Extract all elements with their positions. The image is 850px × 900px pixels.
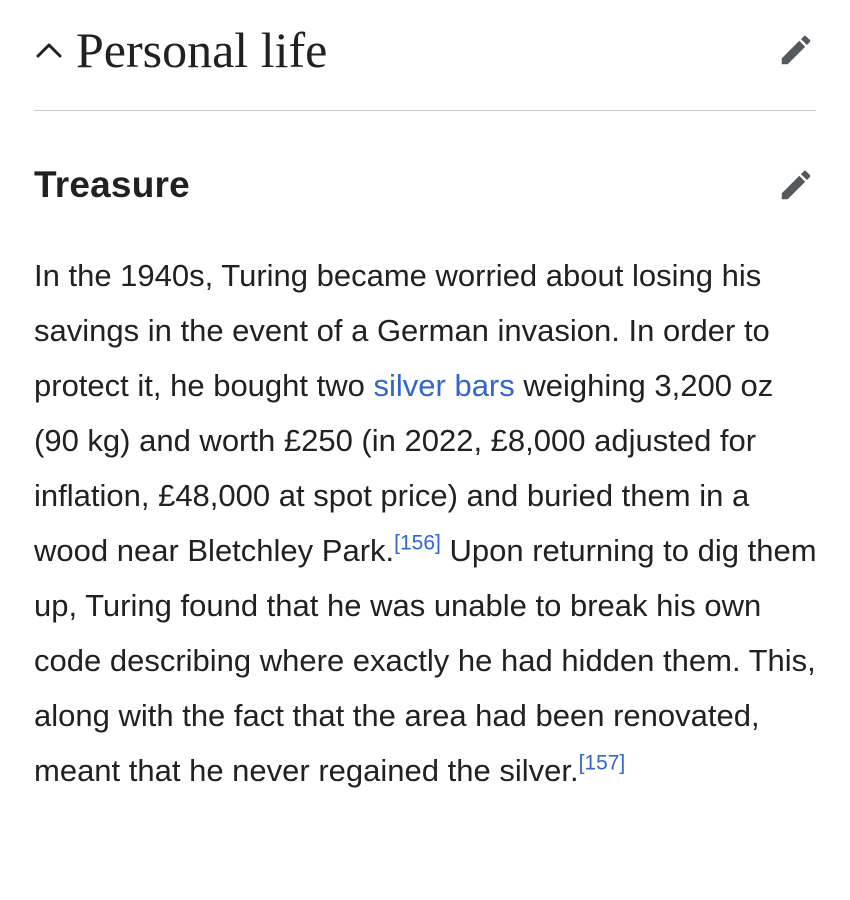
subsection-title: Treasure xyxy=(34,164,190,205)
paragraph-text: weighing 3,200 oz (90 kg) and worth £250 (in 2022, £8,000 adjusted for inflation, £48,000 at spot price) and buried them in a wood near Bletchley Park. xyxy=(34,368,774,568)
paragraph-text: Upon returning to dig them up, Turing found that he was unable to break his own code describing where exactly he had hidden them. This, along with the fact that the area had been renovated, meant that he never regained the silver. xyxy=(34,533,817,788)
subsection-header xyxy=(34,160,816,210)
reference-156-link[interactable]: [156] xyxy=(394,531,441,555)
chevron-up-icon[interactable] xyxy=(34,35,64,65)
article-paragraph xyxy=(34,248,820,798)
section-header[interactable] xyxy=(34,14,816,86)
reference-157 xyxy=(579,752,626,775)
edit-subsection-pencil-icon[interactable] xyxy=(776,165,816,205)
reference-156 xyxy=(394,532,441,555)
paragraph-text: In the 1940s, Turing became worried about losing his savings in the event of a German invasion. In order to protect it, he bought two xyxy=(34,258,770,403)
section-divider xyxy=(34,110,816,111)
silver-bars-link[interactable]: silver bars xyxy=(373,368,515,403)
section-title: Personal life xyxy=(76,22,328,78)
edit-section-pencil-icon[interactable] xyxy=(776,30,816,70)
reference-157-link[interactable]: [157] xyxy=(578,751,626,775)
